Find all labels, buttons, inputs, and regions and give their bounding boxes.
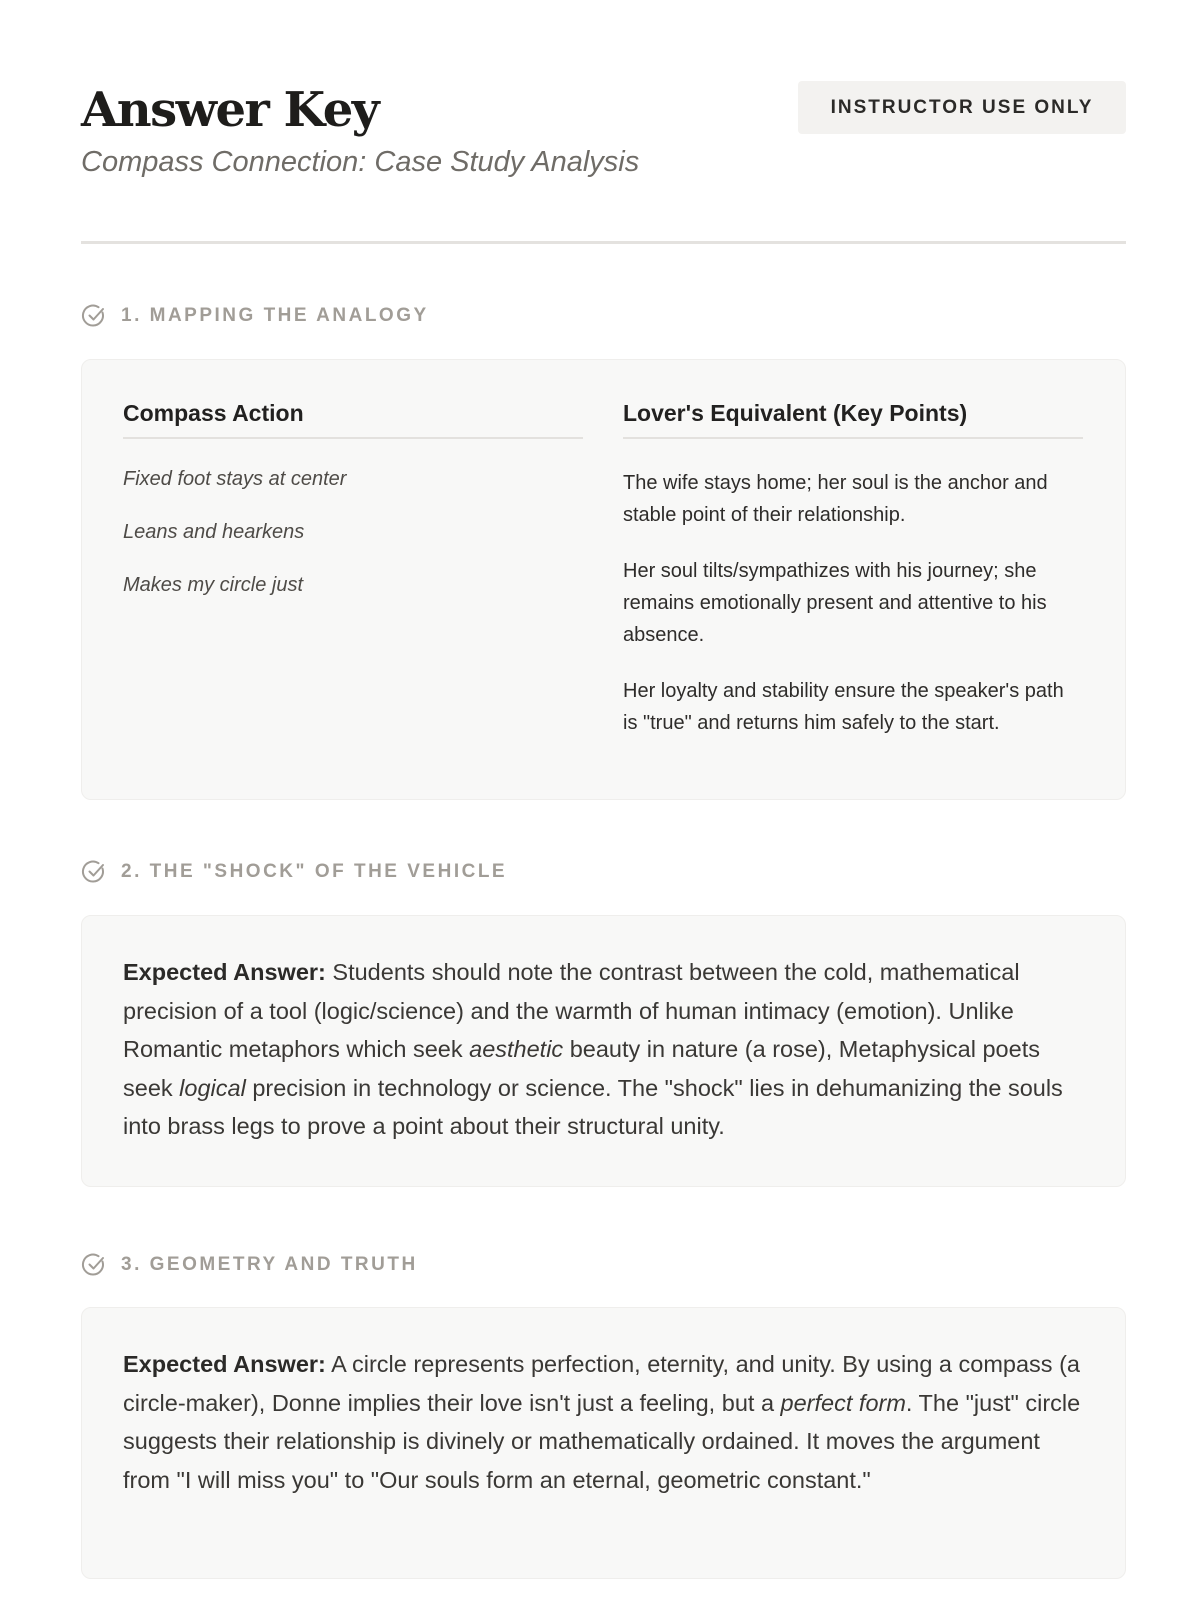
- geometry-answer-card: [81, 1307, 1126, 1579]
- answer-text: beauty in nature (a rose), Metaphysical poets seek: [123, 1036, 1040, 1101]
- check-circle-icon: [81, 859, 107, 885]
- page-subtitle: Compass Connection: Case Study Analysis: [81, 146, 640, 178]
- instructor-badge: INSTRUCTOR USE ONLY: [798, 81, 1126, 134]
- answer-key-page: [81, 0, 1126, 1493]
- check-circle-icon: [81, 303, 107, 329]
- answer-text: Students should note the contrast between the cold, mathematical precision of a tool (logic/science) and the warmth of human intimacy (emotion). Unlike Romantic metaphors which seek: [123, 959, 1020, 1062]
- expected-answer: [123, 953, 1083, 1146]
- section-title: 3. GEOMETRY AND TRUTH: [121, 1254, 418, 1275]
- answer-text: precision in technology or science. The "shock" lies in dehumanizing the souls into brass legs to prove a point about their structural unity.: [123, 1074, 1063, 1139]
- expected-answer-label: Expected Answer:: [123, 1351, 326, 1377]
- column-header: Compass Action: [123, 400, 583, 439]
- answer-text: . The "just" circle suggests their relationship is divinely or mathematically ordained. It moves the argument from "I will miss you" to "Our souls form an eternal, geometric constant.": [123, 1389, 1081, 1493]
- section-heading-shock: [81, 858, 507, 886]
- lover-equivalent-column: [623, 400, 1083, 763]
- answer-emphasis: aesthetic: [469, 1036, 564, 1062]
- check-circle-icon: [81, 1252, 107, 1278]
- compass-action-column: [123, 400, 583, 626]
- section-title: 2. THE "SHOCK" OF THE VEHICLE: [121, 861, 508, 882]
- compass-action-cell: Makes my circle just: [123, 574, 304, 596]
- column-header: Lover's Equivalent (Key Points): [623, 400, 1083, 439]
- lover-equivalent-cell: Her loyalty and stability ensure the speaker's path is "true" and returns him safely to the start.: [623, 680, 1064, 734]
- answer-emphasis: perfect form: [780, 1389, 906, 1416]
- header-divider: [81, 241, 1126, 244]
- section-title: 1. MAPPING THE ANALOGY: [121, 305, 429, 326]
- section-heading-mapping: [81, 302, 429, 330]
- shock-answer-card: [81, 915, 1126, 1187]
- expected-answer-label: Expected Answer:: [123, 959, 326, 985]
- section-heading-geometry: [81, 1251, 418, 1279]
- lover-equivalent-cell: The wife stays home; her soul is the anchor and stable point of their relationship.: [623, 472, 1048, 526]
- compass-action-cell: Fixed foot stays at center: [123, 468, 347, 490]
- compass-action-cell: Leans and hearkens: [123, 521, 305, 543]
- answer-emphasis: logical: [179, 1074, 246, 1101]
- header: [81, 0, 1126, 245]
- page-title: Answer Key: [81, 82, 379, 138]
- mapping-table-card: [81, 359, 1126, 800]
- expected-answer: [123, 1345, 1083, 1499]
- answer-text: A circle represents perfection, eternity, and unity. By using a compass (a circle-maker), Donne implies their love isn't just a feeling, but a: [123, 1351, 1080, 1416]
- lover-equivalent-cell: Her soul tilts/sympathizes with his journey; she remains emotionally present and attentive to his absence.: [623, 560, 1047, 646]
